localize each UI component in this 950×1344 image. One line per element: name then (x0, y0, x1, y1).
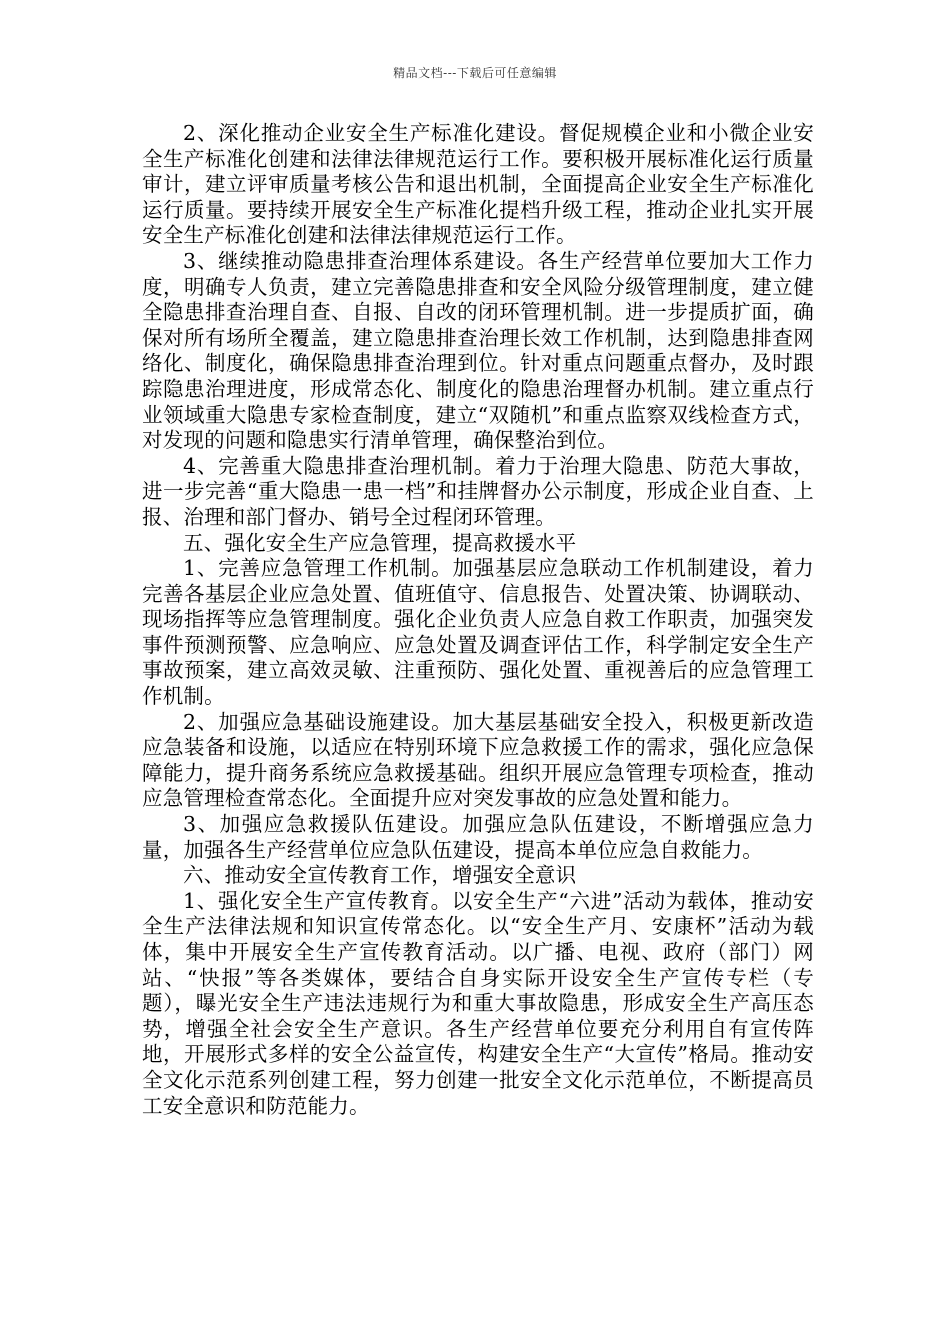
paragraph-safety-education: 1、强化安全生产宣传教育。以安全生产“六进”活动为载体，推动安全生产法律法规和知识宣传常态化。以“安全生产月、安康杯”活动为载体，集中开展安全生产宣传教育活动。以广播、电视、政府（部门）网站、“快报”等各类媒体，要结合自身实际开设安全生产宣传专栏（专题），曝光安全生产违法违规行为和重大事故隐患，形成安全生产高压态势，增强全社会安全生产意识。各生产经营单位要充分利用自有宣传阵地，开展形式多样的安全公益宣传，构建安全生产“大宣传”格局。推动安全文化示范系列创建工程，努力创建一批安全文化示范单位，不断提高员工安全意识和防范能力。 (142, 888, 814, 1118)
section-heading-education: 六、推动安全宣传教育工作，增强安全意识 (183, 863, 577, 888)
section-heading-emergency: 五、强化安全生产应急管理，提高救援水平 (183, 530, 577, 555)
paragraph-emergency-infrastructure: 2、加强应急基础设施建设。加大基层基础安全投入，积极更新改造应急装备和设施，以适应在特别环境下应急救援工作的需求，强化应急保障能力，提升商务系统应急救援基础。组织开展应急管理专项检查，推动应急管理检查常态化。全面提升应对突发事故的应急处置和能力。 (142, 709, 814, 811)
paragraph-major-hazard: 4、完善重大隐患排查治理机制。着力于治理大隐患、防范大事故，进一步完善“重大隐患一患一档”和挂牌督办公示制度，形成企业自查、上报、治理和部门督办、销号全过程闭环管理。 (142, 453, 814, 529)
paragraph-standardization: 2、深化推动企业安全生产标准化建设。督促规模企业和小微企业安全生产标准化创建和法律法律规范运行工作。要积极开展标准化运行质量审计，建立评审质量考核公告和退出机制，全面提高企业安全生产标准化运行质量。要持续开展安全生产标准化提档升级工程，推动企业扎实开展安全生产标准化创建和法律法律规范运行工作。 (142, 121, 814, 248)
paragraph-emergency-mechanism: 1、完善应急管理工作机制。加强基层应急联动工作机制建设，着力完善各基层企业应急处置、值班值守、信息报告、处置决策、协调联动、现场指挥等应急管理制度。强化企业负责人应急自救工作职责，加强突发事件预测预警、应急响应、应急处置及调查评估工作，科学制定安全生产事故预案，建立高效灵敏、注重预防、强化处置、重视善后的应急管理工作机制。 (142, 556, 814, 709)
page-header: 精品文档---下载后可任意编辑 (393, 66, 557, 80)
paragraph-rescue-team: 3、加强应急救援队伍建设。加强应急队伍建设，不断增强应急力量，加强各生产经营单位应急队伍建设，提高本单位应急自救能力。 (142, 812, 814, 862)
document-body (142, 121, 814, 1119)
paragraph-hazard-system: 3、继续推动隐患排查治理体系建设。各生产经营单位要加大工作力度，明确专人负责，建立完善隐患排查和安全风险分级管理制度，建立健全隐患排查治理自查、自报、自改的闭环管理机制。进一步提质扩面，确保对所有场所全覆盖，建立隐患排查治理长效工作机制，达到隐患排查网络化、制度化，确保隐患排查治理到位。针对重点问题重点督办，及时跟踪隐患治理进度，形成常态化、制度化的隐患治理督办机制。建立重点行业领域重大隐患专家检查制度，建立“双随机”和重点监察双线检查方式，对发现的问题和隐患实行清单管理，确保整治到位。 (142, 248, 814, 453)
